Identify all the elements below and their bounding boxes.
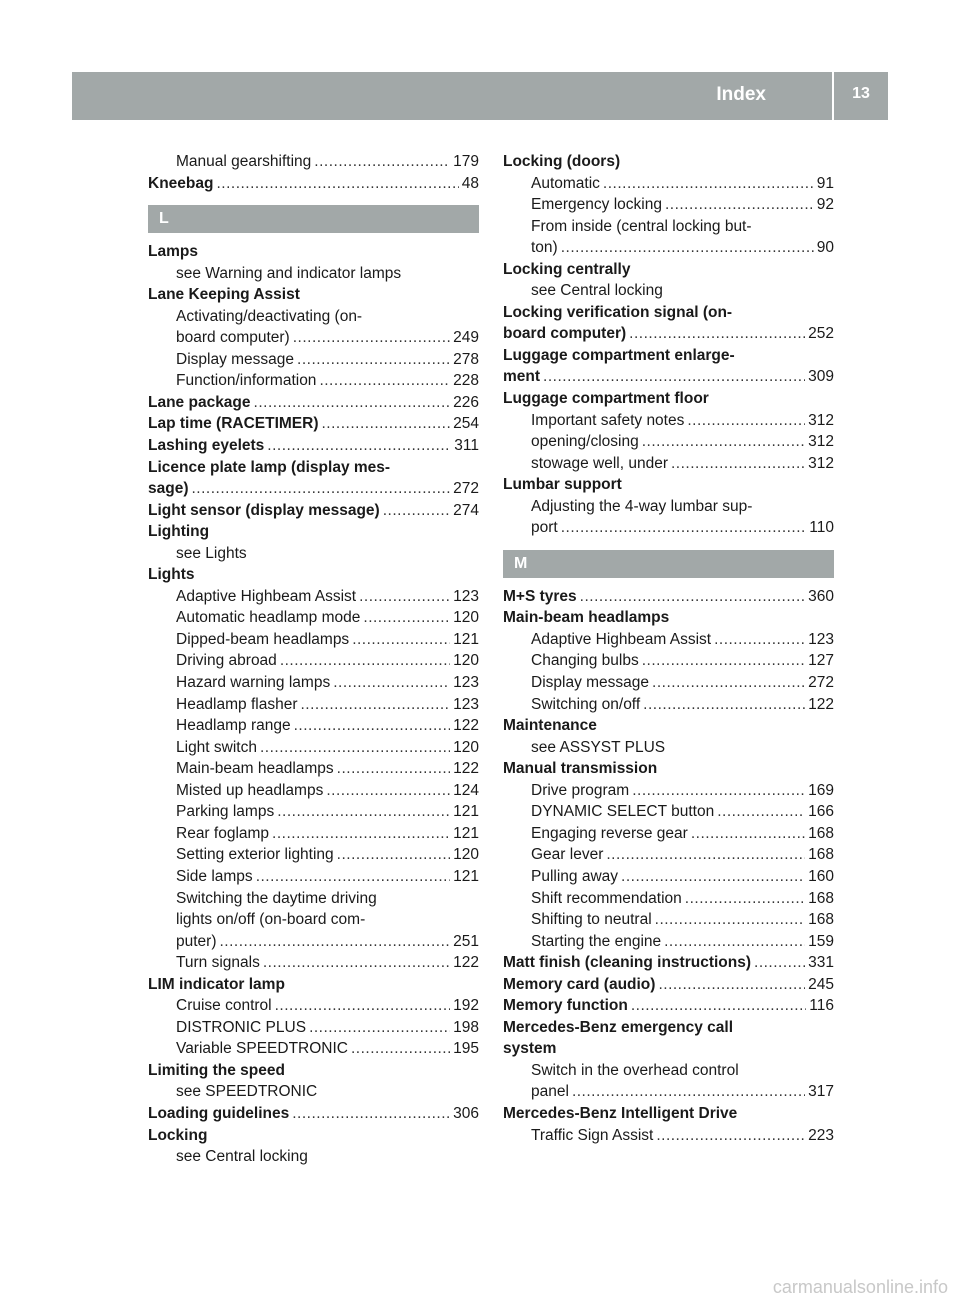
index-entry: see Lights <box>176 544 247 562</box>
header-title: Index <box>716 84 766 105</box>
page-number: 13 <box>852 85 870 102</box>
index-entry: Adjusting the 4-way lumbar sup- <box>531 497 753 515</box>
index-entry: Lumbar support <box>503 476 622 494</box>
index-entry: Lane package ..... 226 <box>148 392 479 414</box>
index-entry: Headlamp range ..... 122 <box>148 715 479 737</box>
index-entry: Pulling away ..... 160 <box>503 866 834 888</box>
index-entry: Memory function ..... 116 <box>503 995 834 1017</box>
index-entry: LIM indicator lamp <box>148 975 285 993</box>
index-entry: Loading guidelines ..... 306 <box>148 1103 479 1125</box>
index-entry: Engaging reverse gear ..... 168 <box>503 823 834 845</box>
index-entry: Locking <box>148 1126 208 1144</box>
index-entry: Matt finish (cleaning instructions) ..... 331 <box>503 952 834 974</box>
index-entry: Starting the engine ..... 159 <box>503 931 834 953</box>
index-entry: Switching on/off ..... 122 <box>503 694 834 716</box>
index-entry: Lighting <box>148 523 210 541</box>
index-entry: Lashing eyelets ..... 311 <box>148 435 479 457</box>
index-entry: Main-beam headlamps <box>503 609 670 627</box>
index-entry: see Warning and indicator lamps <box>176 264 402 282</box>
index-entry: Luggage compartment enlarge- <box>503 346 735 364</box>
index-entry: Mercedes-Benz emergency call <box>503 1018 734 1036</box>
index-entry: Switch in the overhead control <box>531 1061 739 1079</box>
index-entry: Headlamp flasher ..... 123 <box>148 694 479 716</box>
index-entry: Shifting to neutral ..... 168 <box>503 909 834 931</box>
index-entry: Luggage compartment floor <box>503 390 709 408</box>
index-entry: Lap time (RACETIMER) ..... 254 <box>148 413 479 435</box>
index-entry: Limiting the speed <box>148 1061 285 1079</box>
page-header <box>72 72 888 120</box>
index-entry: Side lamps ..... 121 <box>148 866 479 888</box>
index-entry: Locking verification signal (on- <box>503 303 733 321</box>
index-entry: M+S tyres ..... 360 <box>503 586 834 608</box>
index-entry: Activating/deactivating (on- <box>176 307 363 325</box>
index-entry: Mercedes-Benz Intelligent Drive <box>503 1104 738 1122</box>
index-entry: board computer) ..... 252 <box>503 323 834 345</box>
index-entry: system <box>503 1040 557 1058</box>
index-entry: Kneebag ..... 48 <box>148 173 479 195</box>
index-entry: From inside (central locking but- <box>531 217 752 235</box>
index-entry: Manual gearshifting ..... 179 <box>148 151 479 173</box>
index-entry: ton) ..... 90 <box>503 237 834 259</box>
page-number-box <box>834 72 888 120</box>
index-entry: opening/closing ..... 312 <box>503 431 834 453</box>
index-entry: Shift recommendation ..... 168 <box>503 888 834 910</box>
index-entry: Drive program ..... 169 <box>503 780 834 802</box>
index-entry: see SPEEDTRONIC <box>176 1083 318 1101</box>
index-entry: Hazard warning lamps ..... 123 <box>148 672 479 694</box>
index-entry: Locking (doors) <box>503 153 621 170</box>
index-entry: Automatic ..... 91 <box>503 173 834 195</box>
index-entry: Lane Keeping Assist <box>148 286 300 304</box>
index-column-right <box>503 151 834 1146</box>
index-entry: Cruise control ..... 192 <box>148 995 479 1017</box>
index-entry: see Central locking <box>176 1148 308 1166</box>
index-entry: ment ..... 309 <box>503 366 834 388</box>
index-entry: Driving abroad ..... 120 <box>148 650 479 672</box>
index-entry: puter) ..... 251 <box>148 931 479 953</box>
index-entry: Adaptive Highbeam Assist ..... 123 <box>148 586 479 608</box>
index-entry: Locking centrally <box>503 260 631 278</box>
index-entry: Adaptive Highbeam Assist ..... 123 <box>503 629 834 651</box>
index-entry: DYNAMIC SELECT button ..... 166 <box>503 801 834 823</box>
index-entry: Turn signals ..... 122 <box>148 952 479 974</box>
index-entry: Parking lamps ..... 121 <box>148 801 479 823</box>
index-entry: Maintenance <box>503 717 597 735</box>
section-letter-l: L <box>148 205 479 233</box>
index-entry: Lamps <box>148 243 198 261</box>
index-entry: sage) ..... 272 <box>148 478 479 500</box>
index-entry: Changing bulbs ..... 127 <box>503 650 834 672</box>
index-entry: stowage well, under ..... 312 <box>503 453 834 475</box>
header-title-bar <box>72 72 832 120</box>
index-entry: Dipped-beam headlamps ..... 121 <box>148 629 479 651</box>
index-entry: Important safety notes ..... 312 <box>503 410 834 432</box>
index-entry: Function/information ..... 228 <box>148 370 479 392</box>
section-letter-m: M <box>503 550 834 578</box>
index-entry: DISTRONIC PLUS ..... 198 <box>148 1017 479 1039</box>
index-entry: Variable SPEEDTRONIC ..... 195 <box>148 1038 479 1060</box>
index-entry: Manual transmission <box>503 760 658 778</box>
index-entry: see ASSYST PLUS <box>531 738 666 756</box>
index-entry: Automatic headlamp mode ..... 120 <box>148 607 479 629</box>
index-entry: lights on/off (on-board com- <box>176 911 366 929</box>
index-entry: Emergency locking ..... 92 <box>503 194 834 216</box>
index-entry: Gear lever ..... 168 <box>503 844 834 866</box>
index-entry: Traffic Sign Assist ..... 223 <box>503 1125 834 1147</box>
index-entry: board computer) ..... 249 <box>148 327 479 349</box>
index-entry: port ..... 110 <box>503 517 834 539</box>
index-entry: Memory card (audio) ..... 245 <box>503 974 834 996</box>
index-entry: Light switch ..... 120 <box>148 737 479 759</box>
index-entry: Display message ..... 278 <box>148 349 479 371</box>
index-entry: panel ..... 317 <box>503 1081 834 1103</box>
index-entry: Licence plate lamp (display mes- <box>148 458 391 476</box>
index-entry: Switching the daytime driving <box>176 889 377 907</box>
index-entry: Main-beam headlamps ..... 122 <box>148 758 479 780</box>
index-column-left <box>148 151 479 1168</box>
index-entry: Setting exterior lighting ..... 120 <box>148 844 479 866</box>
index-entry: Rear foglamp ..... 121 <box>148 823 479 845</box>
index-entry: Display message ..... 272 <box>503 672 834 694</box>
index-entry: Light sensor (display message) ..... 274 <box>148 500 479 522</box>
index-entry: Lights <box>148 566 195 584</box>
watermark: carmanualsonline.info <box>772 1277 948 1297</box>
index-entry: Misted up headlamps ..... 124 <box>148 780 479 802</box>
index-entry: see Central locking <box>531 282 663 300</box>
